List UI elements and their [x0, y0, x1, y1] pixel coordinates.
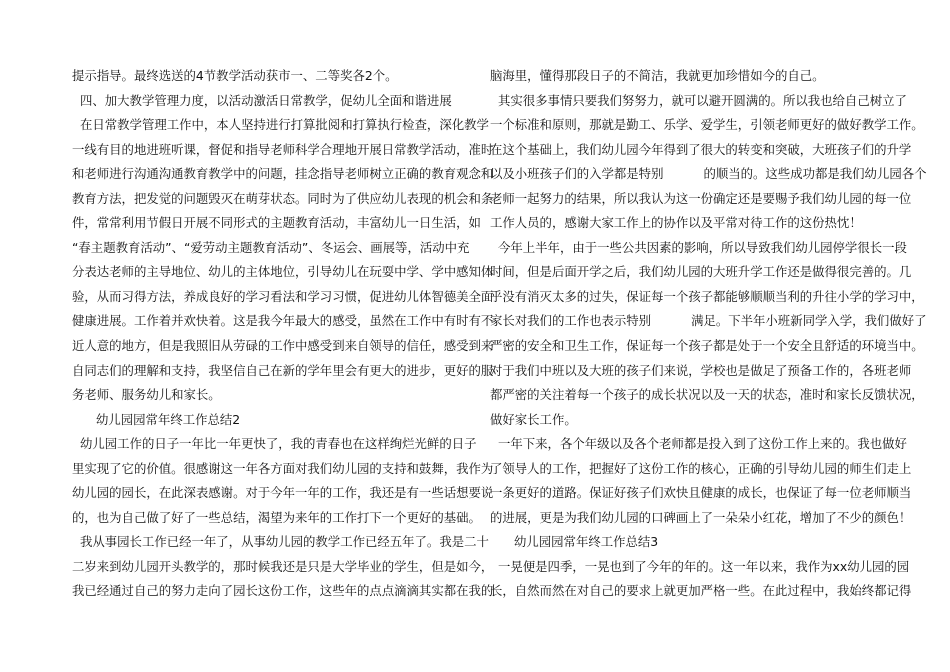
text-line — [490, 89, 907, 114]
text-line — [490, 432, 907, 457]
text-line-part: 都严密的关注着每一个孩子的成长状况以及一天的状态，准时和家长反馈状况， — [490, 387, 924, 403]
text-line — [490, 383, 924, 408]
text-line — [72, 162, 494, 187]
text-line — [72, 579, 494, 604]
text-line — [72, 359, 494, 384]
text-line-part: 我已经通过自己的努力走向了园长这份工作，这些年的点点滴滴其实都在我的 — [72, 583, 494, 599]
text-line — [72, 260, 494, 285]
text-line-part: 老师一起努力的结果，所以我认为这一份确定还是要赐予我们幼儿园的每一位 — [490, 190, 912, 206]
text-line — [490, 457, 912, 482]
text-line-part: 幼儿园工作的日子一年比一年更快了，我的青春也在这样绚烂光鲜的日子 — [80, 436, 477, 452]
text-line-part: 幼儿园园常年终工作总结2 — [96, 411, 241, 427]
text-line-part: 务老师、服务幼儿和家长。 — [72, 387, 221, 403]
text-line-part: 乎没有消灭太多的过失，保证每一个孩子都能够顺顺当利的升往小学的学习中， — [490, 288, 924, 304]
text-line-part: 的顺当的。这些成功都是我们幼儿园各个 — [703, 166, 927, 182]
text-line-part: 教育方法，把发觉的问题毁灭在萌芽状态。同时为了供应幼儿表现的机会和条 — [72, 190, 494, 206]
text-line — [490, 506, 912, 531]
text-line-part: 严密的安全和卫生工作，保证每一个孩子都是处于一个安全且舒适的环境当中。 — [490, 338, 924, 354]
text-line — [72, 309, 494, 334]
text-line — [490, 64, 868, 89]
text-line-part: 以及小班孩子们的入学都是特别 — [490, 166, 664, 182]
text-line — [490, 162, 927, 187]
text-line-part: “春主题教育活动”、“爱劳动主题教育活动”、冬运会、画展等，活动中充 — [72, 239, 470, 255]
text-line-part: 对于我们中班以及大班的孩子们来说，学校也是做足了预备工作的，各班老师 — [490, 362, 912, 378]
text-line-part: 在这个基础上，我们幼儿园今年得到了很大的转变和突破，大班孩子们的升学 — [490, 141, 912, 157]
text-line-part: 自同志们的理解和支持，我坚信自己在新的学年里会有更大的进步，更好的服 — [72, 362, 494, 378]
text-line — [490, 211, 868, 236]
text-line — [490, 408, 868, 433]
text-line-part: 和老师进行沟通沟通教育教学中的问题，挂念指导老师树立正确的教育观念和 — [72, 166, 494, 182]
text-line — [72, 89, 450, 114]
text-line-part: 里实现了它的价值。很感谢这一年各方面对我们幼儿园的支持和鼓舞，我作为 — [72, 460, 494, 476]
text-line-part: 二岁来到幼儿园开头教学的，那时候我还是只是大学毕业的学生，但是如今， — [72, 558, 494, 574]
text-line — [72, 187, 494, 212]
text-line — [72, 555, 494, 580]
text-line-part: 做好家长工作。 — [490, 411, 577, 427]
text-line-part: 提示指导。最终选送的4节教学活动获市一、二等奖各2个。 — [72, 68, 398, 83]
text-line — [490, 530, 868, 555]
text-line-part: 我从事园长工作已经一年了，从事幼儿园的教学工作已经五年了。我是二十 — [80, 534, 489, 550]
text-line-part: 长，自然而然在对自己的要求上就更加严格一些。在此过程中，我始终都记得 — [490, 583, 912, 599]
text-line-part: 的进展，更是为我们幼儿园的口碑画上了一朵朵小红花，增加了不少的颜色！ — [490, 509, 912, 525]
text-line-part: 的，也为自己做了好了一些总结，渴望为来年的工作打下一个更好的基础。 — [72, 509, 481, 525]
text-line-part: 时间，但是后面开学之后，我们幼儿园的大班升学工作还是做得很完善的。几 — [490, 264, 912, 280]
text-line — [72, 506, 481, 531]
text-line-part: 了领导人的工作，把握好了这份工作的核心，正确的引导幼儿园的师生们走上 — [490, 460, 912, 476]
text-line — [72, 383, 450, 408]
text-line — [72, 64, 450, 89]
text-line — [72, 481, 494, 506]
text-line-part: 家长对我们的工作也表示特别 — [490, 313, 652, 329]
text-line — [490, 113, 924, 138]
text-line-part: 健康进展。工作着并欢快着。这是我今年最大的感受，虽然在工作中有时有不 — [72, 313, 494, 329]
text-line — [72, 236, 470, 261]
text-line — [72, 334, 494, 359]
text-line — [72, 211, 481, 236]
text-line-part: 一晃便是四季，一晃也到了今年的年的。这一年以来，我作为xx幼儿园的园 — [498, 558, 910, 574]
text-line — [72, 408, 450, 433]
text-line — [490, 309, 927, 334]
text-line-part: 今年上半年，由于一些公共因素的影响，所以导致我们幼儿园停学很长一段 — [498, 239, 907, 255]
text-line-part: 满足。下半年小班新同学入学，我们做好了 — [691, 313, 927, 329]
text-line-part: 一个标准和原则，那就是勤工、乐学、爱学生，引领老师更好的做好教学工作。 — [490, 117, 924, 133]
text-line — [490, 334, 924, 359]
text-line — [490, 285, 924, 310]
text-line-part: 其实很多事情只要我们努努力，就可以避开圆满的。所以我也给自己树立了 — [498, 92, 907, 108]
text-line-part: 一条更好的道路。保证好孩子们欢快且健康的成长，也保证了每一位老师顺当 — [490, 485, 912, 501]
text-line-part: 幼儿园园常年终工作总结3 — [514, 534, 659, 550]
text-line — [490, 481, 912, 506]
text-line — [490, 260, 912, 285]
text-line-part: 分表达老师的主导地位、幼儿的主体地位，引导幼儿在玩耍中学、学中感知体 — [72, 264, 494, 280]
text-line — [72, 138, 494, 163]
text-line — [72, 530, 489, 555]
text-line-part: 一线有目的地进班听课，督促和指导老师科学合理地开展日常教学活动，准时 — [72, 141, 494, 157]
text-line-part: 幼儿园的园长，在此深表感谢。对于今年一年的工作，我还是有一些话想要说 — [72, 485, 494, 501]
text-line — [72, 457, 494, 482]
text-line-part: 在日常教学管理工作中，本人坚持进行打算批阅和打算执行检查，深化教学 — [80, 117, 489, 133]
text-line — [490, 359, 912, 384]
text-line-part: 验，从而习得方法，养成良好的学习看法和学习习惯，促进幼儿体智德美全面 — [72, 288, 494, 304]
left-column — [72, 64, 494, 604]
text-line — [490, 555, 910, 580]
text-line-part: 一年下来，各个年级以及各个老师都是投入到了这份工作上来的。我也做好 — [498, 436, 907, 452]
right-column — [490, 64, 927, 604]
text-line-part: 件，常常利用节假日开展不同形式的主题教育活动，丰富幼儿一日生活，如 — [72, 215, 481, 231]
text-line-part: 四、加大教学管理力度，以活动激活日常教学，促幼儿全面和谐进展 — [80, 92, 452, 108]
text-line — [490, 187, 912, 212]
text-line — [490, 236, 907, 261]
text-line — [72, 285, 494, 310]
text-line — [72, 432, 477, 457]
text-line-part: 工作人员的，感谢大家工作上的协作以及平常对待工作的这份热忱！ — [490, 215, 862, 231]
text-line — [490, 579, 912, 604]
text-line-part: 近人意的地方，但是我照旧从劳碌的工作中感受到来自领导的信任，感受到来 — [72, 338, 494, 354]
text-line-part: 脑海里，懂得那段日子的不简洁，我就更加珍惜如今的自己。 — [490, 68, 825, 83]
text-line — [490, 138, 912, 163]
text-line — [72, 113, 489, 138]
